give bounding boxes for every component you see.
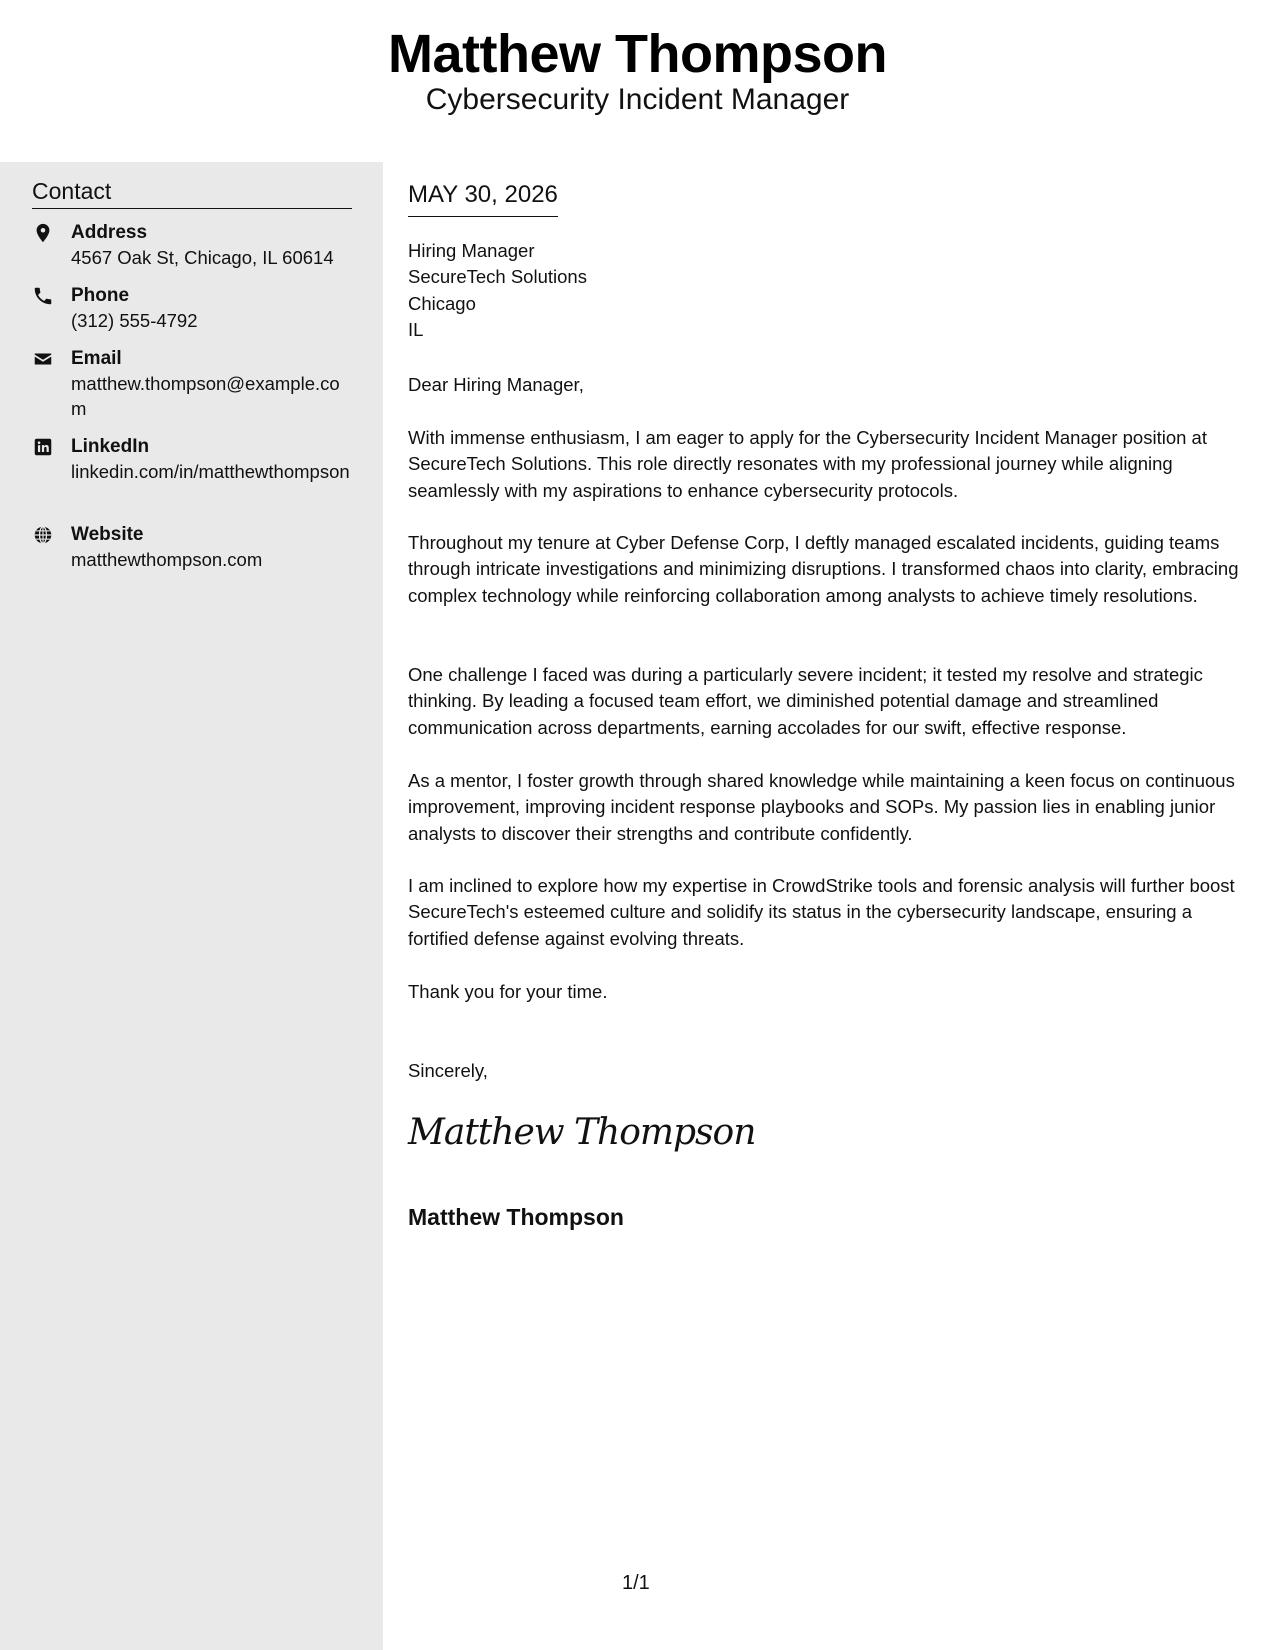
page-number: 1/1 <box>622 1572 650 1594</box>
envelope-icon <box>32 348 54 370</box>
body-paragraph: Throughout my tenure at Cyber Defense Corp, I deftly managed escalated incidents, guiding teams through intricate investigations and minimizing disruptions. I transformed chaos into clarity, embracing complex technology while reinforcing collaboration among analysts to achieve timely resolutions. <box>408 532 1239 606</box>
body-paragraph: I am inclined to explore how my expertise in CrowdStrike tools and forensic analysis will further boost SecureTech's esteemed culture and solidify its status in the cybersecurity landscape, ensuring a fortified defense against evolving threats. <box>408 875 1235 949</box>
signature-image <box>408 1107 756 1159</box>
signed-name: Matthew Thompson <box>408 1204 624 1230</box>
phone-value: (312) 555-4792 <box>71 310 198 331</box>
letter-date: MAY 30, 2026 <box>408 180 558 217</box>
linkedin-label: LinkedIn <box>71 436 150 457</box>
email-value: matthew.thompson@example.com <box>71 373 340 419</box>
phone-label: Phone <box>71 285 130 306</box>
address-value: 4567 Oak St, Chicago, IL 60614 <box>71 247 334 268</box>
recipient-line: SecureTech Solutions <box>408 266 587 288</box>
body-paragraph: One challenge I faced was during a particularly severe incident; it tested my resolve and strategic thinking. By leading a focused team effort, we diminished potential damage and streamlined communication across departments, earning accolades for our swift, effective response. <box>408 664 1203 738</box>
recipient-line: Hiring Manager <box>408 240 535 261</box>
map-pin-icon <box>32 222 54 244</box>
address-label: Address <box>71 222 148 243</box>
contact-heading: Contact <box>32 176 352 209</box>
linkedin-value: linkedin.com/in/matthewthompson <box>71 461 350 482</box>
closing: Sincerely, <box>408 1060 488 1081</box>
salutation: Dear Hiring Manager, <box>408 374 584 395</box>
contact-sidebar <box>0 162 383 1650</box>
letter-header <box>0 0 1275 162</box>
body-paragraph: Thank you for your time. <box>408 981 608 1002</box>
recipient-block <box>408 238 587 344</box>
website-value: matthewthompson.com <box>71 549 263 570</box>
phone-icon <box>32 285 54 307</box>
website-label: Website <box>71 524 144 545</box>
body-paragraph: With immense enthusiasm, I am eager to apply for the Cybersecurity Incident Manager position at SecureTech Solutions. This role directly resonates with my professional journey while aligning seamlessly with my aspirations to enhance cybersecurity protocols. <box>408 427 1207 501</box>
recipient-line: IL <box>408 319 424 341</box>
signature-text: Matthew Thompson <box>408 1112 756 1153</box>
applicant-title: Cybersecurity Incident Manager <box>425 83 850 116</box>
applicant-name: Matthew Thompson <box>388 24 887 84</box>
body-paragraph: As a mentor, I foster growth through shared knowledge while maintaining a keen focus on continuous improvement, improving incident response playbooks and SOPs. My passion lies in enabling junior analysts to discover their strengths and contribute confidently. <box>408 770 1235 844</box>
linkedin-icon <box>32 436 54 458</box>
recipient-line: Chicago <box>408 292 476 314</box>
globe-icon <box>32 524 54 546</box>
email-label: Email <box>71 348 122 369</box>
